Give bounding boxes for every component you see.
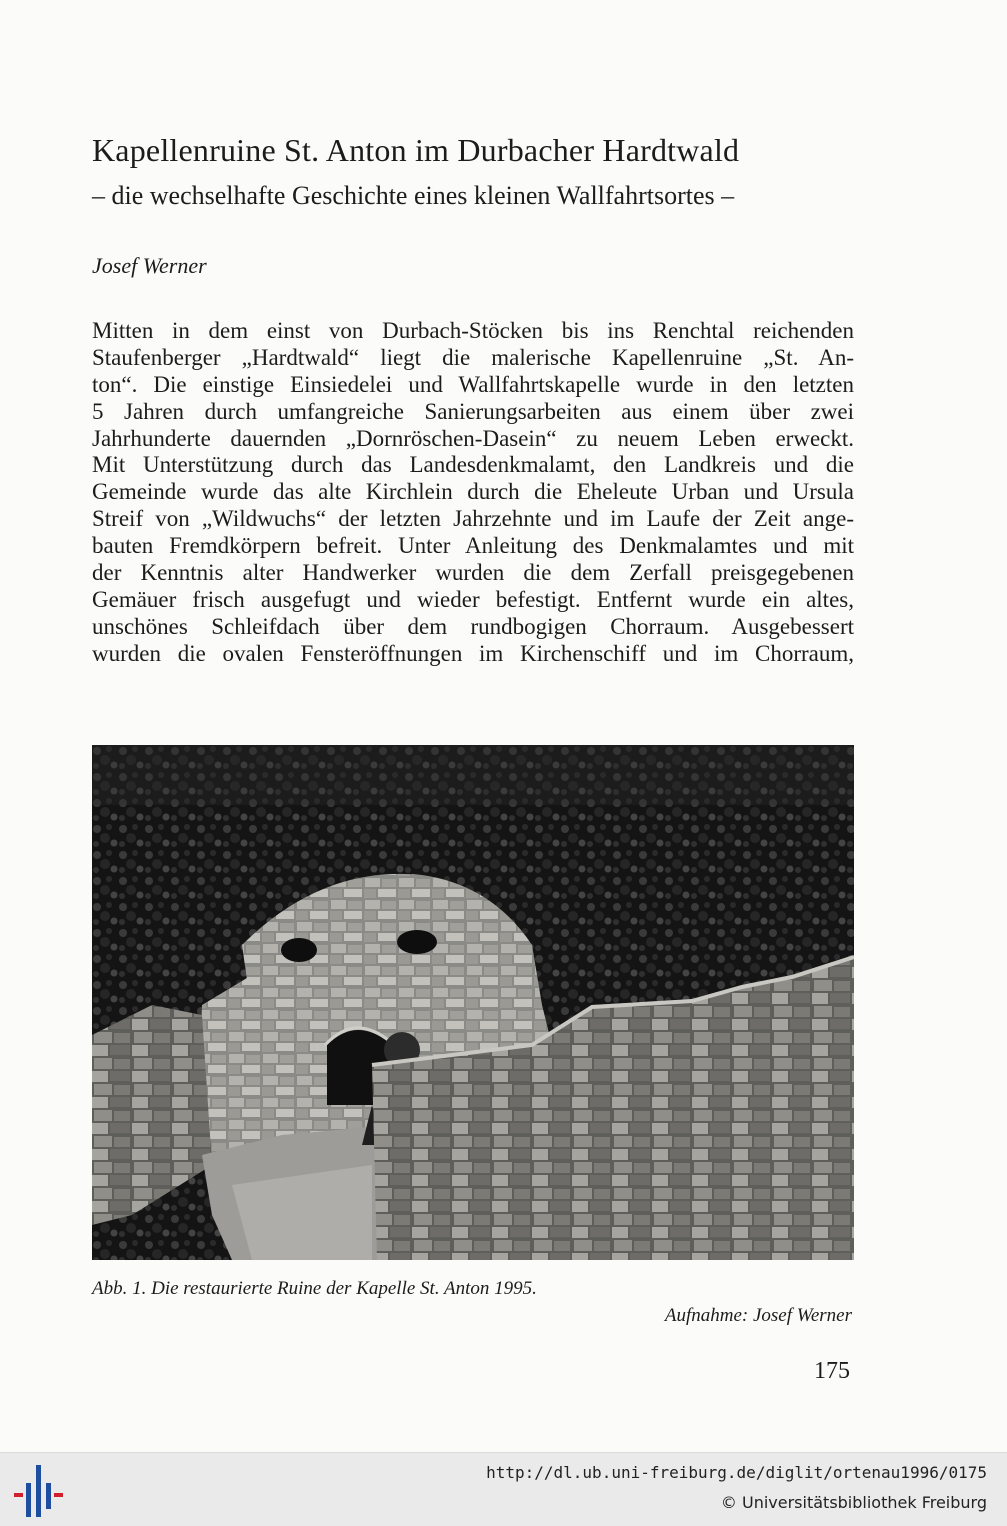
article-title: Kapellenruine St. Anton im Durbacher Hardtwald [92, 132, 740, 168]
body-line: ton“. Die einstige Einsiedelei und Wallfahrtskapelle wurde in den letzten [92, 371, 854, 397]
body-line: 5 Jahren durch umfangreiche Sanierungsarbeiten aus einem über zwei [92, 398, 854, 424]
figure-caption: Abb. 1. Die restaurierte Ruine der Kapelle St. Anton 1995. [92, 1278, 537, 1299]
body-line: Gemäuer frisch ausgefugt und wieder befestigt. Entfernt wurde ein altes, [92, 586, 854, 612]
body-line: wurden die ovalen Fensteröffnungen im Kirchenschiff und im Chorraum, [92, 640, 854, 666]
article-author: Josef Werner [92, 253, 207, 278]
body-line: Jahrhunderte dauernden „Dornröschen-Dasein“ zu neuem Leben erweckt. [92, 425, 854, 451]
viewer-footer [0, 1452, 1007, 1526]
body-line: der Kenntnis alter Handwerker wurden die dem Zerfall preisgegebenen [92, 560, 854, 586]
body-line: bauten Fremdkörpern befreit. Unter Anleitung des Denkmalamtes und mit [92, 533, 854, 559]
body-line: Staufenberger „Hardtwald“ liegt die malerische Kapellenruine „St. An- [92, 344, 854, 370]
photo-credit: Aufnahme: Josef Werner [664, 1305, 852, 1326]
body-line: Mit Unterstützung durch das Landesdenkmalamt, den Landkreis und die [92, 452, 854, 478]
body-line: unschönes Schleifdach über dem rundbogigen Chorraum. Ausgebessert [92, 613, 854, 639]
copyright-notice: © Universitätsbibliothek Freiburg [720, 1493, 987, 1512]
body-line: Gemeinde wurde das alte Kirchlein durch die Eheleute Urban und Ursula [92, 479, 854, 505]
chapel-ruin-photo [92, 745, 854, 1260]
document-url[interactable]: http://dl.ub.uni-freiburg.de/diglit/ortenau1996/0175 [486, 1463, 987, 1482]
body-line: Streif von „Wildwuchs“ der letzten Jahrzehnte und im Laufe der Zeit ange- [92, 506, 854, 532]
library-logo-icon[interactable] [14, 1463, 64, 1519]
article-subtitle: – die wechselhafte Geschichte eines kleinen Wallfahrtsortes – [92, 181, 735, 210]
page-number: 175 [814, 1358, 850, 1384]
article-body [92, 318, 854, 668]
body-line: Mitten in dem einst von Durbach-Stöcken bis ins Renchtal reichenden [92, 318, 854, 343]
